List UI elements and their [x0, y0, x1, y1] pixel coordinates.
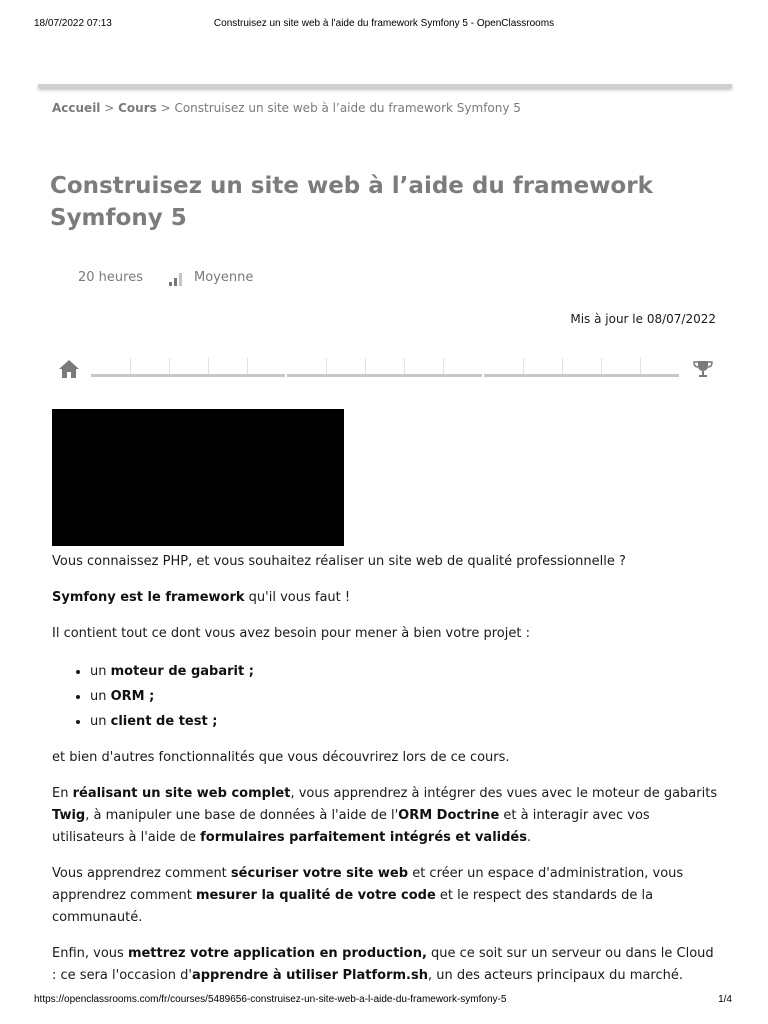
- bold-text: apprendre à utiliser Platform.sh: [191, 968, 428, 983]
- bold-text: ORM ;: [110, 689, 155, 704]
- bold-text: moteur de gabarit ;: [110, 664, 254, 679]
- text: Vous apprendrez comment: [52, 866, 231, 881]
- text: et créer un espace d'administration, vous apprendrez comment: [52, 866, 684, 903]
- paragraph: [52, 587, 722, 609]
- paragraph: [52, 943, 722, 987]
- paragraph: Il contient tout ce dont vous avez besoin pour mener à bien votre projet :: [52, 626, 530, 641]
- progress-section[interactable]: [287, 374, 482, 377]
- list-item: [90, 659, 722, 684]
- text: , un des acteurs principaux du marché.: [427, 968, 684, 983]
- bold-text: mettrez votre application en production,: [127, 946, 427, 961]
- print-datetime: 18/07/2022 07:13: [34, 18, 112, 29]
- text: Enfin, vous: [52, 946, 128, 961]
- text: un: [90, 664, 111, 679]
- progress-track: [91, 374, 679, 377]
- bold-text: formulaires parfaitement intégrés et validés: [200, 830, 527, 845]
- breadcrumb-courses-link[interactable]: Cours: [118, 101, 157, 115]
- paragraph: [52, 863, 722, 929]
- breadcrumb-separator: >: [100, 101, 119, 115]
- trophy-icon[interactable]: [692, 359, 714, 379]
- intro-paragraph: Vous connaissez PHP, et vous souhaitez réaliser un site web de qualité professionnelle ?: [52, 554, 626, 569]
- text: , vous apprendrez à intégrer des vues avec le moteur de gabarits: [290, 786, 718, 801]
- course-updated-date: Mis à jour le 08/07/2022: [570, 312, 716, 326]
- progress-section[interactable]: [484, 374, 679, 377]
- course-video[interactable]: [52, 409, 344, 546]
- print-header: [0, 18, 768, 32]
- print-url: https://openclassrooms.com/fr/courses/5489656-construisez-un-site-web-a-l-aide-du-framework-symfony-5: [34, 994, 507, 1005]
- progress-section[interactable]: [91, 374, 285, 377]
- breadcrumb-home-link[interactable]: Accueil: [52, 101, 101, 115]
- course-description: [52, 551, 722, 1001]
- site-header-bar: [38, 84, 732, 88]
- text: et le respect des standards de la communauté.: [52, 888, 654, 925]
- bold-text: Symfony est le framework: [52, 590, 245, 605]
- text: qu'il vous faut !: [244, 590, 351, 605]
- breadcrumb: [52, 101, 521, 115]
- bold-text: réalisant un site web complet: [72, 786, 291, 801]
- text: et à interagir avec vos utilisateurs à l'aide de: [52, 808, 650, 845]
- bold-text: Twig: [52, 808, 86, 823]
- text: un: [90, 714, 111, 729]
- text: , à manipuler une base de données à l'aide de l': [85, 808, 399, 823]
- text: En: [52, 786, 73, 801]
- home-icon[interactable]: [58, 359, 80, 379]
- text: .: [526, 830, 532, 845]
- signal-bars-icon: [169, 273, 183, 286]
- bold-text: sécuriser votre site web: [230, 866, 409, 881]
- page-number: 1/4: [718, 994, 732, 1005]
- print-footer: [0, 994, 768, 1008]
- page-title: Construisez un site web à l’aide du framework Symfony 5: [50, 173, 653, 231]
- text: un: [90, 689, 111, 704]
- bold-text: client de test ;: [110, 714, 218, 729]
- course-duration: 20 heures: [78, 270, 143, 285]
- bold-text: ORM Doctrine: [398, 808, 500, 823]
- course-progress-bar: [58, 358, 714, 380]
- paragraph: [52, 783, 722, 849]
- text: que ce soit sur un serveur ou dans le Cloud : ce sera l'occasion d': [52, 946, 714, 983]
- breadcrumb-separator: >: [156, 101, 175, 115]
- features-list: [52, 659, 722, 734]
- bold-text: mesurer la qualité de votre code: [195, 888, 436, 903]
- paragraph: et bien d'autres fonctionnalités que vous découvrirez lors de ce cours.: [52, 750, 510, 765]
- list-item: [90, 684, 722, 709]
- print-page-title: Construisez un site web à l’aide du framework Symfony 5 - OpenClassrooms: [213, 18, 555, 29]
- breadcrumb-current: Construisez un site web à l’aide du framework Symfony 5: [174, 101, 521, 115]
- list-item: [90, 709, 722, 734]
- course-level: Moyenne: [194, 270, 254, 285]
